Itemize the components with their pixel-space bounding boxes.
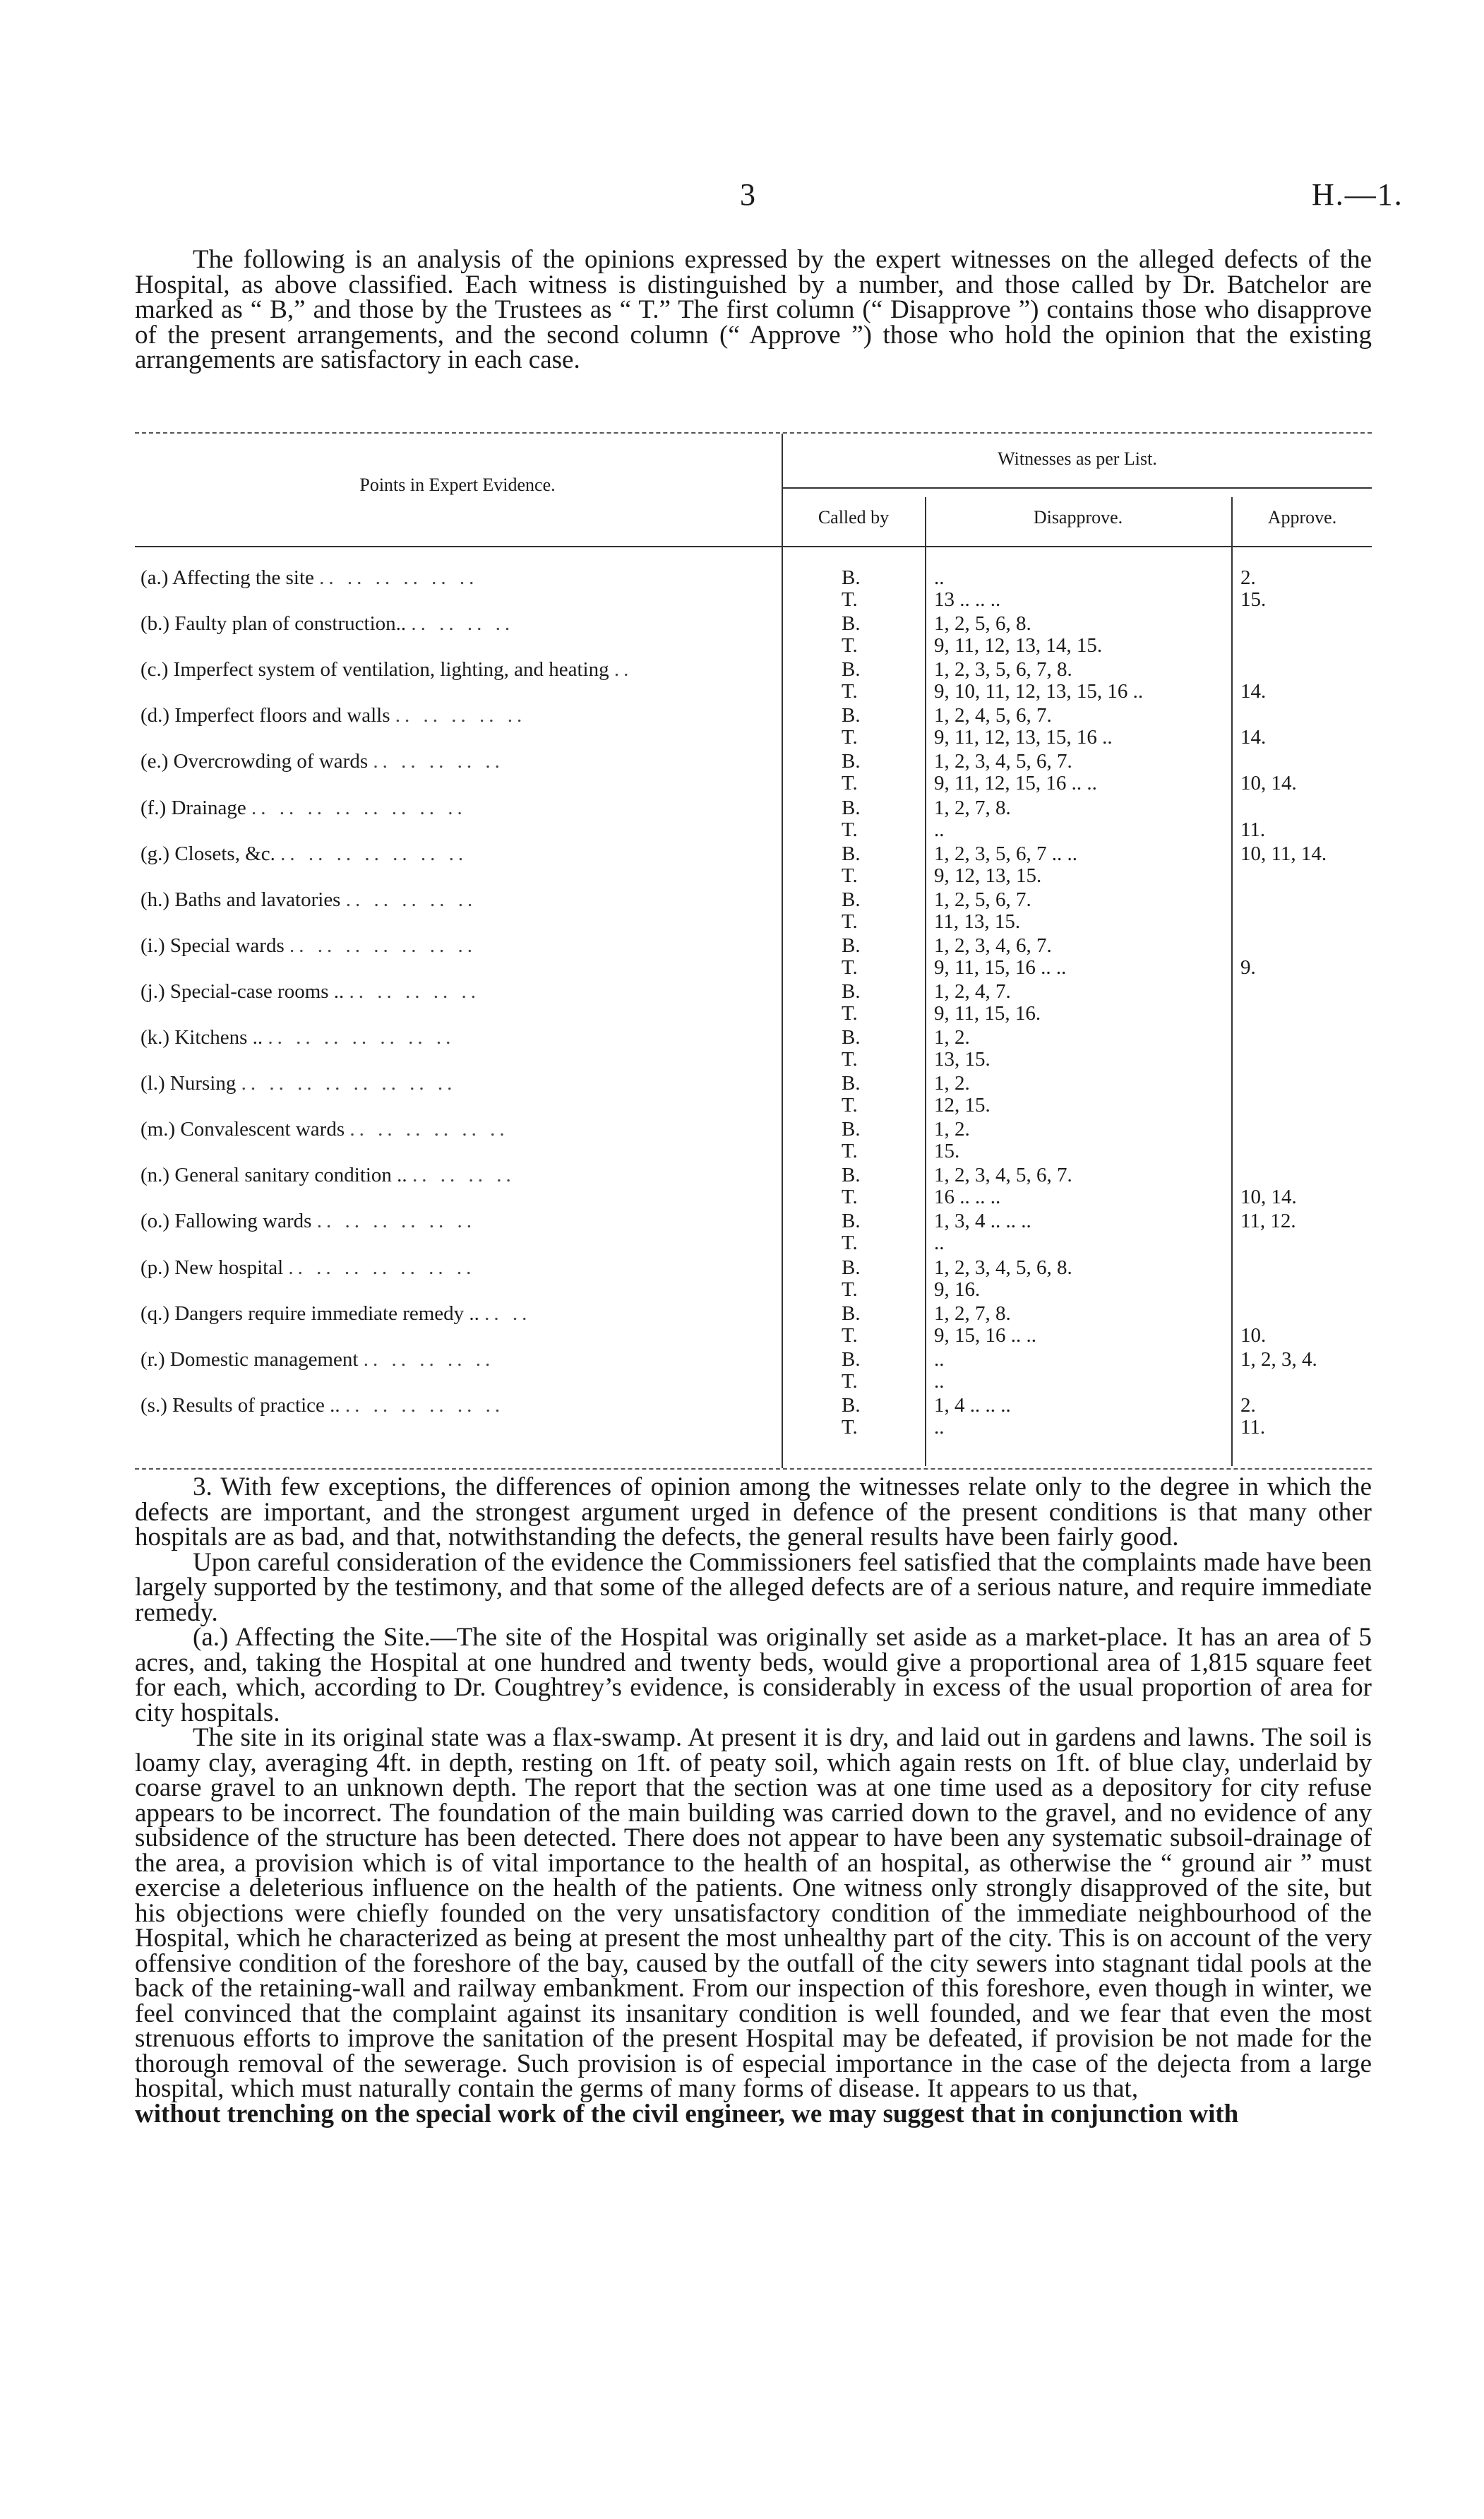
- point-text: (i.) Special wards: [140, 934, 285, 957]
- disapprove-t: 9, 11, 12, 13, 15, 16 ..: [934, 726, 1113, 749]
- dot-leader: .. .. .. ..: [412, 1164, 515, 1187]
- point-label: [140, 1118, 762, 1141]
- point-label: [140, 566, 762, 590]
- called-by-t: T.: [842, 1001, 858, 1025]
- disapprove-b: 1, 2, 7, 8.: [934, 1302, 1011, 1325]
- called-by-b: B.: [842, 1256, 861, 1279]
- disapprove-t: 9, 12, 13, 15.: [934, 864, 1042, 887]
- point-text: (l.) Nursing: [140, 1072, 237, 1095]
- called-by-t: T.: [842, 772, 858, 795]
- called-by-t: T.: [842, 1094, 858, 1117]
- disapprove-t: ..: [934, 818, 945, 841]
- document-reference: H.—1.: [1312, 177, 1404, 212]
- disapprove-b: ..: [934, 1347, 945, 1371]
- called-by-b: B.: [842, 1118, 861, 1141]
- body-text: [135, 1472, 1372, 2128]
- table-row: [135, 841, 1372, 887]
- approve-t: 11.: [1240, 818, 1266, 841]
- called-by-b: B.: [842, 750, 861, 773]
- point-label: [140, 1256, 762, 1280]
- dot-leader: .. .. .. .. .. .. ..: [268, 1026, 455, 1049]
- point-label: [140, 1164, 762, 1187]
- approve-b: 11, 12.: [1240, 1210, 1296, 1233]
- point-text: (f.) Drainage: [140, 796, 246, 819]
- table-row: [135, 933, 1372, 979]
- dot-leader: .. .. .. .. .. ..: [316, 1210, 476, 1233]
- called-by-t: T.: [842, 1140, 858, 1163]
- disapprove-t: 9, 15, 16 .. ..: [934, 1323, 1036, 1347]
- called-by-b: B.: [842, 1347, 861, 1371]
- table-row: [135, 703, 1372, 749]
- approve-t: 14.: [1240, 680, 1267, 703]
- table-row: [135, 887, 1372, 933]
- table-bottom-rule: [135, 1468, 1372, 1470]
- disapprove-t: ..: [934, 1415, 945, 1439]
- disapprove-b: 1, 3, 4 .. .. ..: [934, 1210, 1031, 1233]
- point-text: (o.) Fallowing wards: [140, 1210, 312, 1233]
- disapprove-t: 9, 11, 15, 16.: [934, 1001, 1041, 1025]
- dot-leader: .. .. .. .. .. .. .. ..: [241, 1072, 457, 1095]
- table-row: [135, 795, 1372, 841]
- called-by-t: T.: [842, 864, 858, 887]
- called-by-t: T.: [842, 1278, 858, 1301]
- called-by-t: T.: [842, 910, 858, 933]
- table-row: [135, 1301, 1372, 1347]
- disapprove-b: 1, 2, 5, 6, 7.: [934, 888, 1031, 911]
- disapprove-b: 1, 2, 7, 8.: [934, 796, 1011, 819]
- disapprove-t: 9, 11, 12, 15, 16 .. ..: [934, 772, 1097, 795]
- approve-b: 10, 11, 14.: [1240, 842, 1327, 865]
- called-by-t: T.: [842, 1369, 858, 1393]
- disapprove-t: 12, 15.: [934, 1094, 991, 1117]
- table-row: [135, 611, 1372, 657]
- disapprove-t: ..: [934, 1369, 945, 1393]
- point-label: [140, 934, 762, 958]
- called-by-b: B.: [842, 612, 861, 636]
- called-by-b: B.: [842, 566, 861, 589]
- called-by-t: T.: [842, 955, 858, 979]
- table-top-rule: [135, 432, 1372, 434]
- dot-leader: .. .. .. .. .. ..: [345, 1393, 505, 1417]
- intro-paragraph: The following is an analysis of the opinions expressed by the expert witnesses on the alleged defects of the Hospital, as above classified. Each witness is distinguished by a number, and those called by Dr. Batchelor are marked as “ B,” and those by the Trustees as “ T.” The first column (“ Disapprove ”) contains those who disapprove of the present arrangements, and the second column (“ Approve ”) those who hold the opinion that the existing arrangements are satisfactory in each case.: [135, 245, 1372, 374]
- approve-b: 2.: [1240, 1393, 1256, 1417]
- point-label: [140, 1210, 762, 1233]
- called-by-b: B.: [842, 1210, 861, 1233]
- approve-t: 10, 14.: [1240, 772, 1297, 795]
- dot-leader: .. .. .. .. ..: [363, 1347, 495, 1371]
- disapprove-t: 13, 15.: [934, 1048, 991, 1071]
- called-by-b: B.: [842, 1072, 861, 1095]
- approve-t: 11.: [1240, 1415, 1266, 1439]
- approve-t: 14.: [1240, 726, 1267, 749]
- table-row: [135, 1393, 1372, 1439]
- disapprove-t: 9, 16.: [934, 1278, 981, 1301]
- called-by-b: B.: [842, 704, 861, 727]
- point-label: [140, 888, 762, 912]
- dot-leader: .. .. .. .. ..: [395, 704, 527, 727]
- dot-leader: .. .. .. .. .. .. ..: [280, 842, 468, 865]
- point-label: [140, 1302, 762, 1326]
- called-by-t: T.: [842, 1232, 858, 1255]
- point-text: (k.) Kitchens ..: [140, 1026, 263, 1049]
- called-by-b: B.: [842, 1393, 861, 1417]
- dot-leader: .. .. .. .. .. ..: [319, 566, 479, 589]
- called-by-t: T.: [842, 1323, 858, 1347]
- point-text: (s.) Results of practice ..: [140, 1393, 340, 1417]
- disapprove-b: 1, 2.: [934, 1072, 970, 1095]
- point-label: [140, 842, 762, 866]
- header-disapprove: Disapprove.: [1033, 507, 1123, 528]
- dot-leader: .. .. .. .. ..: [349, 979, 481, 1003]
- disapprove-b: 1, 2, 3, 4, 6, 7.: [934, 934, 1052, 957]
- header-points: Points in Expert Evidence.: [359, 475, 556, 495]
- point-label: [140, 980, 762, 1004]
- disapprove-t: ..: [934, 1232, 945, 1255]
- approve-b: 1, 2, 3, 4.: [1240, 1347, 1317, 1371]
- disapprove-t: 9, 11, 12, 13, 14, 15.: [934, 634, 1103, 657]
- point-label: [140, 1394, 762, 1417]
- called-by-b: B.: [842, 1302, 861, 1325]
- header-called-by: Called by: [818, 507, 890, 528]
- point-text: (q.) Dangers require immediate remedy ..: [140, 1302, 479, 1325]
- approve-b: 2.: [1240, 566, 1256, 589]
- approve-t: 10, 14.: [1240, 1186, 1297, 1209]
- called-by-b: B.: [842, 842, 861, 865]
- called-by-b: B.: [842, 1164, 861, 1187]
- called-by-t: T.: [842, 680, 858, 703]
- called-by-t: T.: [842, 1048, 858, 1071]
- table-row: [135, 1255, 1372, 1301]
- point-label: [140, 1026, 762, 1049]
- point-label: [140, 612, 762, 636]
- called-by-t: T.: [842, 818, 858, 841]
- paragraph-site-details: The site in its original state was a flax-swamp. At present it is dry, and laid out in gardens and lawns. The soil is loamy clay, averaging 4ft. in depth, resting on 1ft. of peaty soil, which again rests on 1ft. of blue clay, underlaid by coarse gravel to an unknown depth. The report that the section was at one time used as a depository for city refuse appears to be incorrect. The foundation of the main building was carried down to the gravel, and no evidence of any subsidence of the structure has been detected. There does not appear to have been any systematic subsoil-drainage of the area, a provision which is of vital importance to the health of an hospital, as otherwise the “ ground air ” must exercise a deleterious influence on the health of the patients. One witness only strongly disapproved of the site, but his objections were chiefly founded on the very unsatisfactory condition of the immediate neighbourhood of the Hospital, which he characterized as being at present the most unhealthy part of the city. This is on account of the very offensive condition of the foreshore of the bay, caused by the outfall of the city sewers into stagnant tidal pools at the back of the retaining-wall and railway embankment. From our inspection of this foreshore, even though in winter, we feel convinced that the complaint against its insanitary condition is well founded, and we fear that even the most strenuous efforts to improve the sanitation of the present Hospital may be defeated, if provision be not made for the thorough removal of the sewerage. Such provision is of especial importance in the case of the dejecta from a large hospital, which must naturally contain the germs of many forms of disease. It appears to us that,: [135, 1723, 1372, 2103]
- point-label: [140, 1348, 762, 1371]
- called-by-b: B.: [842, 934, 861, 957]
- table-row: [135, 1025, 1372, 1071]
- called-by-t: T.: [842, 1415, 858, 1439]
- point-text: (r.) Domestic management: [140, 1347, 359, 1371]
- disapprove-b: 1, 2, 4, 5, 6, 7.: [934, 704, 1052, 727]
- table-row: [135, 1208, 1372, 1254]
- dot-leader: .. .. .. .. .. .. .. ..: [251, 796, 467, 819]
- disapprove-t: 9, 10, 11, 12, 13, 15, 16 ..: [934, 680, 1144, 703]
- called-by-t: T.: [842, 588, 858, 611]
- dot-leader: .. .. .. .. .. .. ..: [288, 1256, 476, 1279]
- paragraph-commissioners: Upon careful consideration of the evidence the Commissioners feel satisfied that the complaints made have been largely supported by the testimony, and that some of the alleged defects are of a serious nature, and require immediate remedy.: [135, 1547, 1372, 1627]
- table-row: [135, 979, 1372, 1025]
- called-by-b: B.: [842, 796, 861, 819]
- point-text: (g.) Closets, &c.: [140, 842, 275, 865]
- approve-t: 10.: [1240, 1323, 1267, 1347]
- disapprove-t: 9, 11, 15, 16 .. ..: [934, 955, 1067, 979]
- header-approve: Approve.: [1267, 507, 1337, 528]
- paragraph-3: 3. With few exceptions, the differences of opinion among the witnesses relate only to the degree in which the defects are important, and the strongest argument urged in defence of the present conditions is that many other hospitals are as bad, and that, notwithstanding the defects, the general results have been fairly good.: [135, 1472, 1372, 1552]
- called-by-b: B.: [842, 658, 861, 681]
- point-label: [140, 750, 762, 773]
- point-text: (h.) Baths and lavatories: [140, 888, 341, 911]
- point-label: [140, 1072, 762, 1095]
- dot-leader: ..: [614, 658, 633, 681]
- approve-t: 9.: [1240, 955, 1256, 979]
- dot-leader: .. ..: [484, 1302, 532, 1325]
- disapprove-b: 1, 2, 5, 6, 8.: [934, 612, 1031, 636]
- disapprove-b: 1, 2, 4, 7.: [934, 979, 1011, 1003]
- table-header-rule: [135, 546, 1372, 547]
- dot-leader: .. .. .. .. ..: [345, 888, 477, 911]
- table-row: [135, 749, 1372, 794]
- disapprove-t: 16 .. .. ..: [934, 1186, 1001, 1209]
- table-row: [135, 565, 1372, 611]
- called-by-t: T.: [842, 1186, 858, 1209]
- disapprove-b: ..: [934, 566, 945, 589]
- header-witnesses: Witnesses as per List.: [998, 448, 1157, 469]
- dot-leader: .. .. .. .. .. ..: [349, 1118, 509, 1141]
- page-number: 3: [740, 177, 755, 212]
- disapprove-b: 1, 2, 3, 5, 6, 7, 8.: [934, 658, 1072, 681]
- point-text: (c.) Imperfect system of ventilation, lighting, and heating: [140, 658, 609, 681]
- point-label: [140, 704, 762, 727]
- called-by-b: B.: [842, 979, 861, 1003]
- table-row: [135, 1162, 1372, 1208]
- called-by-b: B.: [842, 1026, 861, 1049]
- disapprove-t: 13 .. .. ..: [934, 588, 1001, 611]
- table-subheader-rule: [783, 487, 1372, 489]
- table-row: [135, 1071, 1372, 1116]
- dot-leader: .. .. .. .. .. .. ..: [289, 934, 477, 957]
- point-text: (j.) Special-case rooms ..: [140, 979, 345, 1003]
- called-by-b: B.: [842, 888, 861, 911]
- point-label: [140, 658, 762, 681]
- point-text: (a.) Affecting the site: [140, 566, 314, 589]
- point-text: (e.) Overcrowding of wards: [140, 750, 369, 773]
- table-row: [135, 1116, 1372, 1162]
- disapprove-t: 15.: [934, 1140, 960, 1163]
- point-label: [140, 797, 762, 820]
- point-text: (p.) New hospital: [140, 1256, 284, 1279]
- called-by-t: T.: [842, 726, 858, 749]
- approve-t: 15.: [1240, 588, 1267, 611]
- paragraph-site: (a.) Affecting the Site.—The site of the Hospital was originally set aside as a market-place. It has an area of 5 acres, and, taking the Hospital at one hundred and twenty beds, would give a proportional area of 1,815 square feet for each, which, according to Dr. Coughtrey’s evidence, is considerably in excess of the usual proportion of area for city hospitals.: [135, 1623, 1372, 1727]
- disapprove-b: 1, 2, 3, 4, 5, 6, 8.: [934, 1256, 1072, 1279]
- disapprove-b: 1, 4 .. .. ..: [934, 1393, 1011, 1417]
- table-row: [135, 657, 1372, 703]
- disapprove-b: 1, 2, 3, 5, 6, 7 .. ..: [934, 842, 1077, 865]
- disapprove-b: 1, 2.: [934, 1118, 970, 1141]
- paragraph-continuation: without trenching on the special work of the civil engineer, we may suggest that in conjunction with: [135, 2099, 1239, 2128]
- point-text: (m.) Convalescent wards: [140, 1118, 345, 1141]
- disapprove-b: 1, 2, 3, 4, 5, 6, 7.: [934, 750, 1072, 773]
- point-text: (n.) General sanitary condition ..: [140, 1164, 407, 1187]
- disapprove-b: 1, 2, 3, 4, 5, 6, 7.: [934, 1164, 1072, 1187]
- table-row: [135, 1347, 1372, 1393]
- point-text: (b.) Faulty plan of construction..: [140, 612, 407, 636]
- disapprove-t: 11, 13, 15.: [934, 910, 1021, 933]
- dot-leader: .. .. .. ..: [411, 612, 515, 636]
- dot-leader: .. .. .. .. ..: [373, 750, 504, 773]
- disapprove-b: 1, 2.: [934, 1026, 970, 1049]
- point-text: (d.) Imperfect floors and walls: [140, 704, 390, 727]
- called-by-t: T.: [842, 634, 858, 657]
